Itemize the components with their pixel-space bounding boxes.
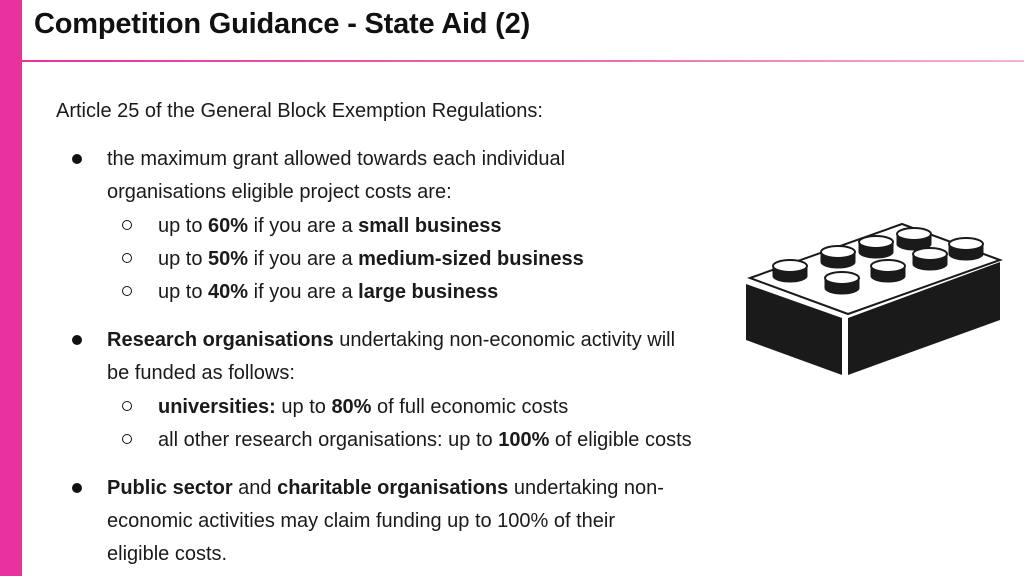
sub2-target: medium-sized business [358, 248, 584, 270]
slide-title: Competition Guidance - State Aid (2) [34, 8, 531, 40]
bullet3-line2: economic activities may claim funding up to 100% of their [107, 510, 616, 532]
sub-bullet-marker [122, 253, 132, 263]
bullet2-bold: Research organisations [107, 329, 334, 351]
stud [859, 236, 893, 258]
bullet3-rest: undertaking non- [508, 477, 664, 499]
bullet3-bold1: Public sector [107, 477, 233, 499]
stud [913, 248, 947, 270]
sub-bullet-marker [122, 286, 132, 296]
bullet-marker [72, 335, 82, 345]
intro-text: Article 25 of the General Block Exemption Regulations: [56, 100, 543, 122]
b2-sub2-post: of eligible costs [549, 429, 692, 451]
bullet2-line2: be funded as follows: [107, 362, 295, 384]
b2-sub2-percent: 100% [498, 429, 550, 451]
accent-sidebar [0, 0, 22, 576]
stud [773, 260, 807, 282]
title-divider [22, 60, 1024, 62]
sub3-target: large business [358, 281, 499, 303]
sub2-mid: if you are a [248, 248, 359, 270]
sub-bullet-marker [122, 220, 132, 230]
bullet2-line1 [107, 326, 675, 354]
bullet2-sub1 [158, 393, 568, 421]
stud [897, 228, 931, 250]
b2-sub1-post: of full economic costs [371, 396, 569, 418]
bullet1-line1: the maximum grant allowed towards each individual [107, 148, 566, 170]
bullet1-sub2 [158, 245, 584, 273]
stud [825, 272, 859, 294]
bullet2-rest: undertaking non-economic activity will [333, 329, 676, 351]
bullet3-mid: and [232, 477, 278, 499]
sub3-mid: if you are a [248, 281, 359, 303]
sub1-prefix: up to [158, 215, 209, 237]
bullet1-line2: organisations eligible project costs are: [107, 181, 452, 203]
sub-bullet-marker [122, 401, 132, 411]
bullet3-bold2: charitable organisations [277, 477, 509, 499]
sub3-prefix: up to [158, 281, 209, 303]
bullet2-sub2 [158, 426, 692, 454]
sub2-percent: 50% [208, 248, 249, 270]
b2-sub1-pre: up to [275, 396, 332, 418]
bullet-marker [72, 154, 82, 164]
b2-sub2-pre: all other research organisations: up to [158, 429, 499, 451]
sub2-prefix: up to [158, 248, 209, 270]
bullet-marker [72, 483, 82, 493]
universities-label: universities: [158, 396, 276, 418]
lego-brick-icon [742, 220, 1006, 380]
sub3-percent: 40% [208, 281, 249, 303]
bullet1-sub3 [158, 278, 498, 306]
stud [949, 238, 983, 260]
sub1-mid: if you are a [248, 215, 359, 237]
bullet3-line3: eligible costs. [107, 543, 228, 565]
stud [871, 260, 905, 282]
b2-sub1-percent: 80% [331, 396, 372, 418]
bullet3-line1 [107, 474, 664, 502]
sub1-target: small business [358, 215, 502, 237]
sub1-percent: 60% [208, 215, 249, 237]
bullet1-sub1 [158, 212, 502, 240]
sub-bullet-marker [122, 434, 132, 444]
stud [821, 246, 855, 268]
